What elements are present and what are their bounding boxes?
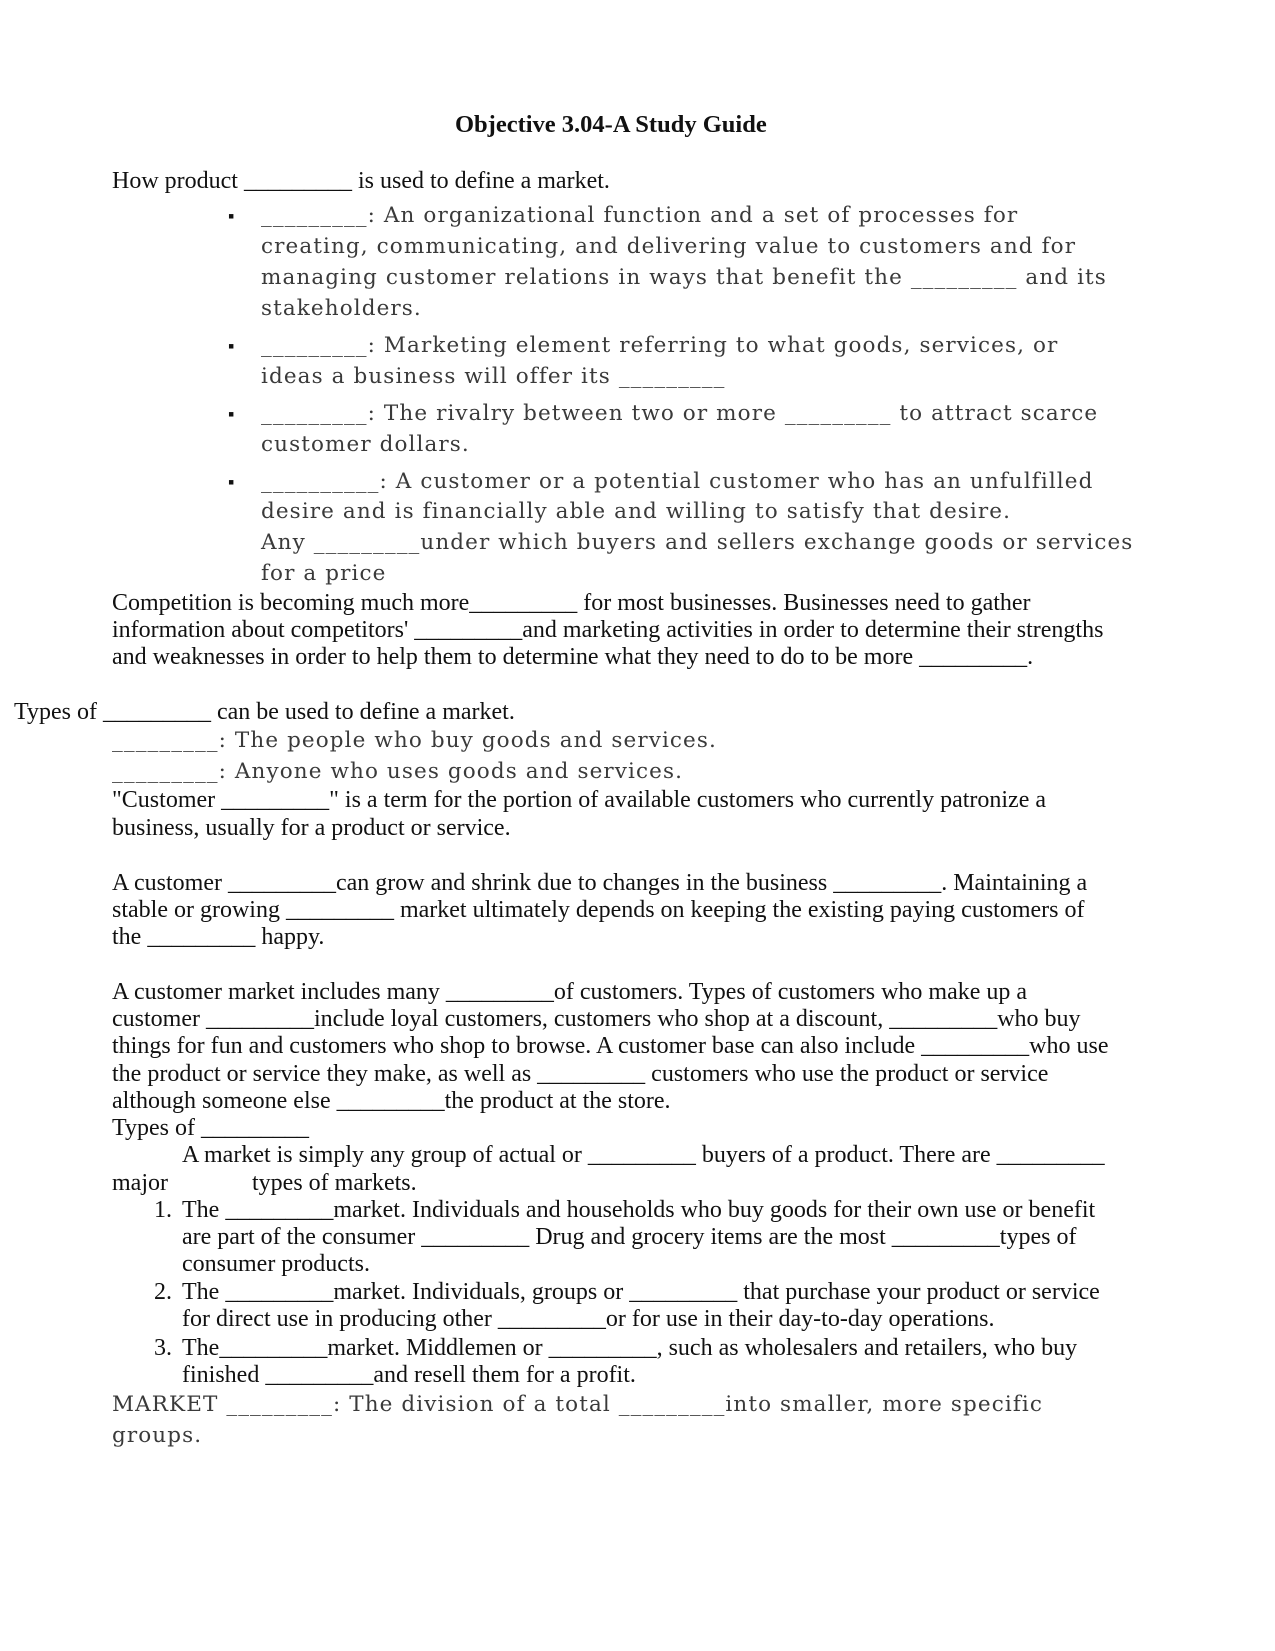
- paragraph-line: business, usually for a product or service.: [112, 815, 511, 841]
- paragraph-line: "Customer _________" is a term for the portion of available customers who currently patronize a: [112, 787, 1047, 813]
- paragraph-line: the product or service they make, as well as _________ customers who use the product or service: [112, 1061, 1049, 1087]
- definition-line: ideas a business will offer its _________: [261, 364, 726, 389]
- paragraph-line: the _________ happy.: [112, 924, 325, 950]
- list-number: 1.: [154, 1197, 172, 1223]
- bullet-marker: ▪: [228, 472, 235, 492]
- list-number: 2.: [154, 1279, 172, 1305]
- paragraph-line: A market is simply any group of actual or _________ buyers of a product. There are _________: [182, 1142, 1105, 1168]
- paragraph-line: stable or growing _________ market ultimately depends on keeping the existing paying customers of: [112, 897, 1085, 923]
- paragraph-line: although someone else _________the product at the store.: [112, 1088, 671, 1114]
- definition-line: _________: The rivalry between two or more _________ to attract scarce: [261, 401, 1099, 426]
- bullet-marker: ▪: [228, 206, 235, 226]
- paragraph-line: A customer _________can grow and shrink due to changes in the business _________. Maintaining a: [112, 870, 1088, 896]
- paragraph-line: things for fun and customers who shop to browse. A customer base can also include _________who use: [112, 1033, 1109, 1059]
- list-item-line: The _________market. Individuals and households who buy goods for their own use or benefit: [182, 1197, 1096, 1223]
- definition-line: _________: The people who buy goods and services.: [112, 728, 717, 753]
- paragraph-line: A customer market includes many _________of customers. Types of customers who make up a: [112, 979, 1028, 1005]
- definition-line: managing customer relations in ways that benefit the _________ and its: [261, 265, 1107, 290]
- list-item-line: The_________market. Middlemen or _________, such as wholesalers and retailers, who buy: [182, 1335, 1078, 1361]
- page-title: Objective 3.04-A Study Guide: [455, 111, 767, 138]
- bullet-marker: ▪: [228, 404, 235, 424]
- definition-line: _________: Anyone who uses goods and services.: [112, 759, 684, 784]
- list-item-line: are part of the consumer _________ Drug and grocery items are the most _________types of: [182, 1224, 1077, 1250]
- definition-line: _________: An organizational function and a set of processes for: [261, 203, 1019, 228]
- list-item-line: The _________market. Individuals, groups or _________ that purchase your product or service: [182, 1279, 1100, 1305]
- paragraph-line: and weaknesses in order to help them to determine what they need to do to be more _________.: [112, 644, 1034, 670]
- definition-line: desire and is financially able and willing to satisfy that desire.: [261, 499, 1012, 524]
- definition-line: groups.: [112, 1423, 203, 1448]
- definition-line: __________: A customer or a potential customer who has an unfulfilled: [261, 469, 1094, 494]
- paragraph-line: information about competitors' _________and marketing activities in order to determine their strengths: [112, 617, 1104, 643]
- definition-line: stakeholders.: [261, 296, 422, 321]
- definition-line: MARKET _________: The division of a total _________into smaller, more specific: [112, 1392, 1044, 1417]
- section-heading-types-of: Types of _________: [112, 1115, 309, 1141]
- bullet-marker: ▪: [228, 336, 235, 356]
- list-number: 3.: [154, 1335, 172, 1361]
- list-item-line: for direct use in producing other _________or for use in their day-to-day operations.: [182, 1306, 995, 1332]
- paragraph-line: Competition is becoming much more_________ for most businesses. Businesses need to gather: [112, 590, 1031, 616]
- list-item-line: consumer products.: [182, 1251, 370, 1277]
- paragraph-line: major: [112, 1170, 168, 1196]
- definition-line: Any _________under which buyers and sellers exchange goods or services: [261, 530, 1134, 555]
- paragraph-line: customer _________include loyal customers, customers who shop at a discount, _________who buy: [112, 1006, 1081, 1032]
- section-heading-product: How product _________ is used to define a market.: [112, 168, 610, 194]
- definition-line: creating, communicating, and delivering value to customers and for: [261, 234, 1077, 259]
- paragraph-line: types of markets.: [252, 1170, 417, 1196]
- section-heading-types: Types of _________ can be used to define a market.: [14, 699, 515, 725]
- definition-line: for a price: [261, 561, 387, 586]
- list-item-line: finished _________and resell them for a profit.: [182, 1362, 636, 1388]
- definition-line: customer dollars.: [261, 432, 470, 457]
- definition-line: _________: Marketing element referring to what goods, services, or: [261, 333, 1059, 358]
